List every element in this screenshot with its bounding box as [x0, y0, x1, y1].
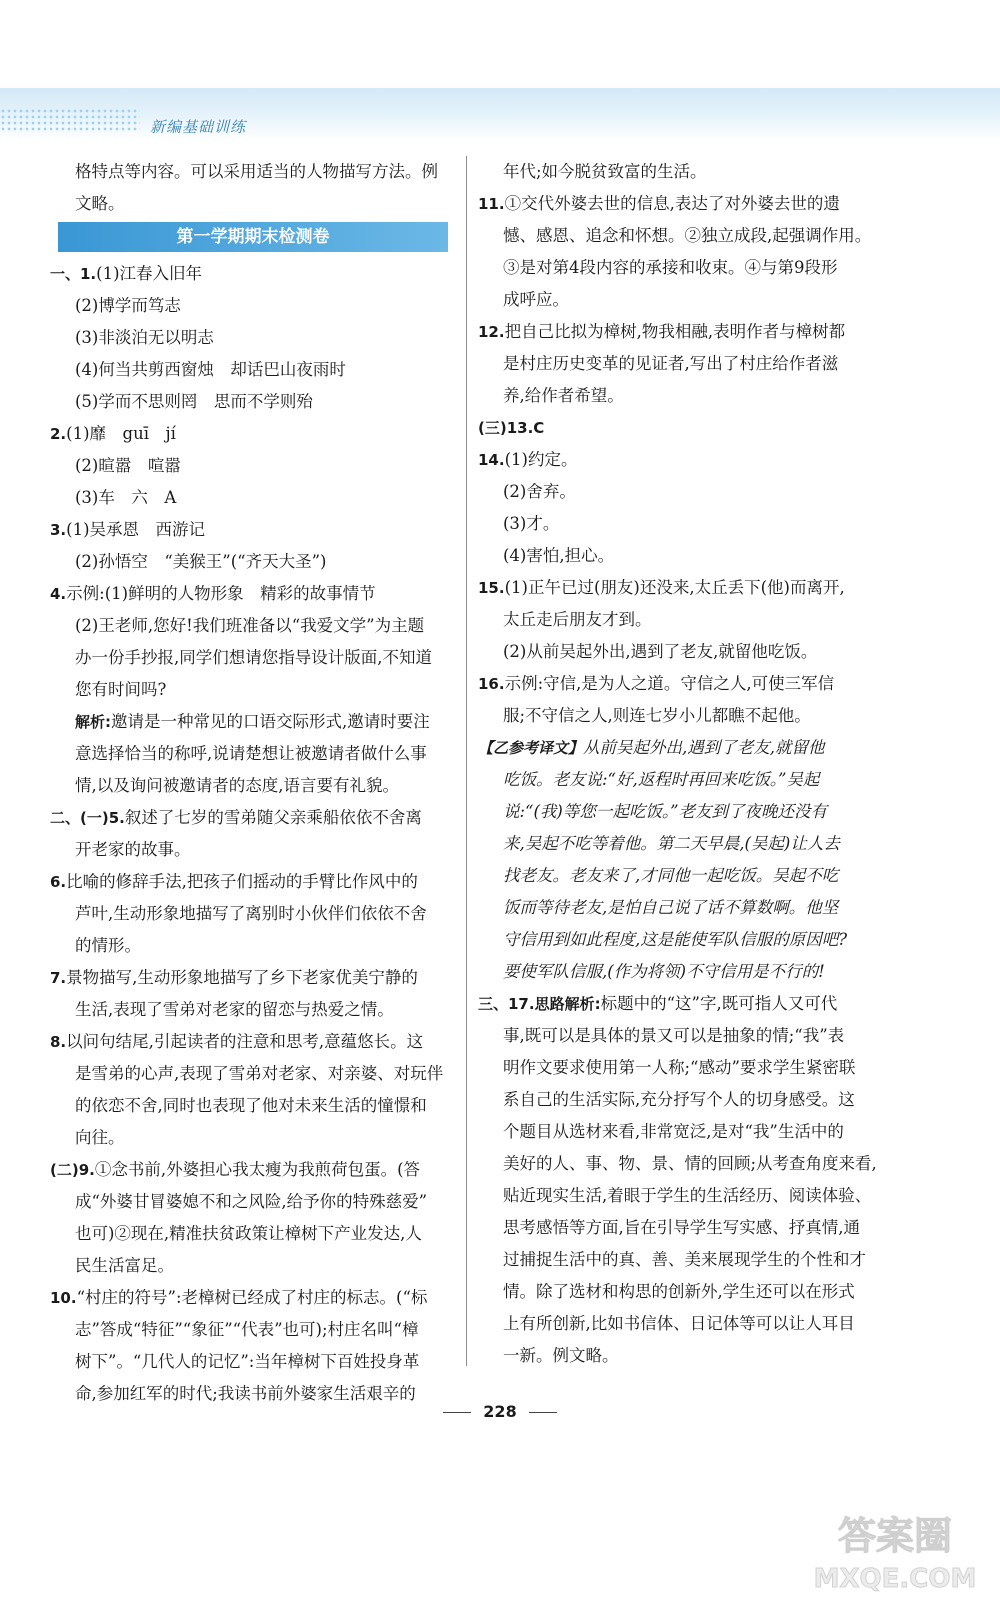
answer-line: 明作文要求使用第一人称;“感动”要求学生紧密联	[503, 1058, 856, 1077]
answer-line: (4)害怕,担心。	[503, 546, 615, 565]
answer-line: (2)博学而笃志	[75, 296, 181, 315]
question-17: 三、17.思路解析:标题中的“这”字,既可指人又可代	[478, 994, 838, 1013]
column-divider	[466, 156, 467, 1366]
answer-line: (2)孙悟空 “美猴王”(“齐天大圣”)	[75, 552, 327, 571]
analysis-label: 解析:	[75, 713, 111, 731]
answer-line: 成呼应。	[503, 290, 569, 309]
answer-line: 您有时间吗?	[75, 680, 167, 699]
answer-line: 事,既可以是具体的景又可以是抽象的情;“我”表	[503, 1026, 845, 1045]
answer-line: 办一份手抄报,同学们想请您指导设计版面,不知道	[75, 648, 432, 667]
question-3: 3.(1)吴承恩 西游记	[50, 520, 206, 539]
question-13: (三)13.C	[478, 419, 545, 437]
answer-line: 开老家的故事。	[75, 840, 191, 859]
question-8: 8.以问句结尾,引起读者的注意和思考,意蕴悠长。这	[50, 1032, 424, 1051]
answer-line: (3)才。	[503, 514, 560, 533]
answer-line: ③是对第4段内容的承接和收束。④与第9段形	[503, 258, 838, 277]
answer-line: 一新。例文略。	[503, 1346, 619, 1365]
answer-line: 过捕捉生活中的真、善、美来展现学生的个性和才	[503, 1250, 866, 1269]
analysis-line: 情,以及询问被邀请者的态度,语言要有礼貌。	[75, 776, 399, 795]
answer-line: 思考感悟等方面,旨在引导学生写实感、抒真情,通	[503, 1218, 860, 1237]
answer-line: 的依恋不舍,同时也表现了他对未来生活的憧憬和	[75, 1096, 427, 1115]
question-2: 2.(1)靡 guī jí	[50, 424, 176, 443]
question-11: 11.①交代外婆去世的信息,表达了对外婆去世的遗	[478, 194, 840, 213]
answer-line: (2)从前吴起外出,遇到了老友,就留他吃饭。	[503, 642, 818, 661]
answer-line: 是村庄历史变革的见证者,写出了村庄给作者滋	[503, 354, 839, 373]
question-15: 15.(1)正午已过(朋友)还没来,太丘丢下(他)而离开,	[478, 578, 845, 597]
answer-line: 服;不守信之人,则连七岁小儿都瞧不起他。	[503, 706, 811, 725]
watermark-logo	[800, 1505, 990, 1595]
header-title: 新编基础训练	[150, 118, 247, 136]
answer-line: 的情形。	[75, 936, 141, 955]
answer-line: 太丘走后朋友才到。	[503, 610, 652, 629]
answer-line: 个题目从选材来看,非常宽泛,是对“我”生活中的	[503, 1122, 844, 1141]
question-7: 7.景物描写,生动形象地描写了乡下老家优美宁静的	[50, 968, 418, 987]
answer-line: 志”答成“特征”“象征”“代表”也可);村庄名叫“樟	[75, 1320, 419, 1339]
question-6: 6.比喻的修辞手法,把孩子们摇动的手臂比作风中的	[50, 872, 418, 891]
translation-line: 找老友。老友来了,才同他一起吃饭。吴起不吃	[503, 866, 839, 885]
translation-line: 要使军队信服,(作为将领)不守信用是不行的!	[503, 962, 825, 981]
translation-line: 【乙参考译文】从前吴起外出,遇到了老友,就留他	[478, 738, 825, 757]
continuation-line: 年代;如今脱贫致富的生活。	[503, 162, 707, 181]
section-title-bar: 第一学期期末检测卷	[58, 222, 448, 252]
translation-line: 说:“(我)等您一起吃饭。”老友到了夜晚还没有	[503, 802, 828, 821]
svg-text:MXQE.COM: MXQE.COM	[813, 1564, 977, 1594]
right-column	[478, 156, 914, 1372]
idea-analysis-label: 思路解析:	[534, 995, 601, 1013]
footer-dash-right	[529, 1412, 557, 1413]
question-4: 4.示例:(1)鲜明的人物形象 精彩的故事情节	[50, 584, 376, 603]
question-14: 14.(1)约定。	[478, 450, 578, 469]
answer-line: (5)学而不思则罔 思而不学则殆	[75, 392, 313, 411]
answer-line: 命,参加红军的时代;我读书前外婆家生活艰辛的	[75, 1384, 416, 1403]
left-column	[50, 156, 460, 1410]
intro-line: 文略。	[75, 194, 125, 213]
answer-line: 成“外婆甘冒婆媳不和之风险,给予你的特殊慈爱”	[75, 1192, 428, 1211]
intro-line: 格特点等内容。可以采用适当的人物描写方法。例	[75, 162, 438, 181]
answer-line: (2)王老师,您好!我们班准备以“我爱文学”为主题	[75, 616, 425, 635]
question-12: 12.把自己比拟为樟树,物我相融,表明作者与樟树都	[478, 322, 846, 341]
answer-line: 民生活富足。	[75, 1256, 174, 1275]
answer-line: 贴近现实生活,着眼于学生的生活经历、阅读体验、	[503, 1186, 872, 1205]
question-16: 16.示例:守信,是为人之道。守信之人,可使三军信	[478, 674, 835, 693]
page-footer	[400, 1402, 600, 1421]
svg-text:答案圈: 答案圈	[837, 1514, 953, 1558]
header-dot-pattern	[0, 108, 140, 132]
answer-line: (3)车 六 A	[75, 488, 177, 507]
answer-line: 向往。	[75, 1128, 125, 1147]
answer-line: 憾、感恩、追念和怀想。②独立成段,起强调作用。	[503, 226, 872, 245]
answer-line: 树下”。“几代人的记忆”:当年樟树下百姓投身革	[75, 1352, 420, 1371]
answer-line: 是雪弟的心声,表现了雪弟对老家、对亲婆、对玩伴	[75, 1064, 444, 1083]
answer-line: 芦叶,生动形象地描写了离别时小伙伴们依依不舍	[75, 904, 427, 923]
answer-line: (4)何当共剪西窗烛 却话巴山夜雨时	[75, 360, 346, 379]
question-9: (二)9.①念书前,外婆担心我太瘦为我煎荷包蛋。(答	[50, 1160, 421, 1179]
analysis-line: 解析:邀请是一种常见的口语交际形式,邀请时要注	[75, 712, 430, 731]
answer-line: 养,给作者希望。	[503, 386, 624, 405]
answer-line: 美好的人、事、物、景、情的回顾;从考查角度来看,	[503, 1154, 877, 1173]
footer-dash-left	[443, 1412, 471, 1413]
translation-label: 【乙参考译文】	[478, 739, 584, 757]
analysis-line: 意选择恰当的称呼,说请楚想让被邀请者做什么事	[75, 744, 427, 763]
answer-line: 情。除了选材和构思的创新外,学生还可以在形式	[503, 1282, 855, 1301]
answer-line: 系自己的生活实际,充分抒写个人的切身感受。这	[503, 1090, 855, 1109]
answer-line: (2)暄嚣 喧嚣	[75, 456, 181, 475]
page-number: 228	[483, 1402, 517, 1421]
translation-line: 来,吴起不吃等着他。第二天早晨,(吴起)让人去	[503, 834, 840, 853]
answer-line: 也可)②现在,精准扶贫政策让樟树下产业发达,人	[75, 1224, 422, 1243]
answer-line: (3)非淡泊无以明志	[75, 328, 214, 347]
answer-line: 生活,表现了雪弟对老家的留恋与热爱之情。	[75, 1000, 394, 1019]
question-1: 一、1.(1)江春入旧年	[50, 264, 203, 283]
question-10: 10.“村庄的符号”:老樟树已经成了村庄的标志。(“标	[50, 1288, 428, 1307]
question-5: 二、(一)5.叙述了七岁的雪弟随父亲乘船依依不舍离	[50, 808, 422, 827]
translation-line: 吃饭。老友说:“好,返程时再回来吃饭。”吴起	[503, 770, 820, 789]
answer-line: 上有所创新,比如书信体、日记体等可以让人耳目	[503, 1314, 855, 1333]
answer-line: (2)舍弃。	[503, 482, 576, 501]
translation-line: 守信用到如此程度,这是能使军队信服的原因吧?	[503, 930, 848, 949]
translation-line: 饭而等待老友,是怕自己说了话不算数啊。他坚	[503, 898, 839, 917]
